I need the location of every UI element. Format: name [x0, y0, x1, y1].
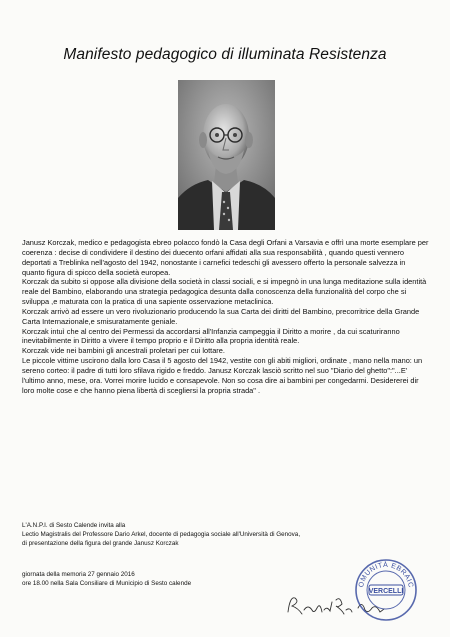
- page-title: Manifesto pedagogico di illuminata Resistenza: [63, 46, 387, 63]
- invite-line: di presentazione della figura del grande Janusz Korczak: [22, 540, 179, 547]
- invite-line: Lectio Magistralis del Professore Dario Arkel, docente di pedagogia sociale all'Università di Genova,: [22, 531, 301, 538]
- paragraph: Korczak arrivò ad essere un vero rivoluzionario producendo la sua Carta dei diritti del Bambino, precorritrice della Grande Carta Internazionale,e smisuratamente geniale.: [22, 306, 420, 326]
- portrait-photo: [178, 80, 275, 230]
- svg-text:COMUNITÀ EBRAICA: OMUNITÀ EBRAIC: [358, 561, 414, 589]
- event-details: [22, 571, 322, 588]
- paragraph: Le piccole vittime uscirono dalla loro Casa il 5 agosto del 1942, vestite con gli abiti migliori, ordinate , mano nella mano: un sereno corteo: il padre di tutti loro sfilava rigido e freddo. Janusz Korczak lasciò scritto nel suo "Diario del ghetto":"...E' l'ultimo anno, mese, ora. Vorrei morire lucido e consapevole. Non so cosa dire ai bambini per congedarmi. Desidererei dir loro molte cose e che hanno piena libertà di scegliersi la propria strada" .: [22, 356, 423, 395]
- manifesto-body: [22, 238, 430, 396]
- community-stamp: [353, 557, 419, 623]
- event-time-location: ore 18.00 nella Sala Consiliare di Municipio di Sesto calende: [22, 579, 192, 587]
- paragraph: Janusz Korczak, medico e pedagogista ebreo polacco fondò la Casa degli Orfani a Varsavia e offrì una morte esemplare per coerenza : decise di condividere il destino dei duecento orfani affidati alla sua responsabilità , quando questi vennero deportati a Treblinka nell'agosto del 1942, nonostante i carnefici tedeschi gli avessero offerto la personale salvezza in quanto figura di spicco della società europea.: [22, 238, 429, 277]
- svg-text:VERCELLI: VERCELLI: [368, 588, 404, 595]
- invite-line: L'A.N.P.I. di Sesto Calende invita alla: [22, 522, 126, 529]
- portrait-image: [178, 80, 275, 230]
- paragraph: Korczak intuì che al centro dei Permessi da accordarsi all'Infanzia campeggia il Diritto a morire , da cui scaturiranno inevitabilmente in Diritto a vivere il tempo proprio e il Diritto alla propria identità reale.: [22, 326, 400, 346]
- paragraph: Korczak da subito si oppose alla divisione della società in classi sociali, e si impegnò in una lunga meditazione sulla identità reale del Bambino, elaborando una strategia pedagogica desunta dalla conoscenza della funzionalità del corpo che si sviluppa ,e maturata con la pratica di una sapiente osservazione metaclinica.: [22, 277, 427, 307]
- paragraph: Korczak vide nei bambini gli ancestrali proletari per cui lottare.: [22, 346, 225, 356]
- invitation-block: [22, 521, 430, 548]
- event-date: giornata della memoria 27 gennaio 2016: [22, 571, 135, 578]
- stamp-seal: [353, 557, 419, 623]
